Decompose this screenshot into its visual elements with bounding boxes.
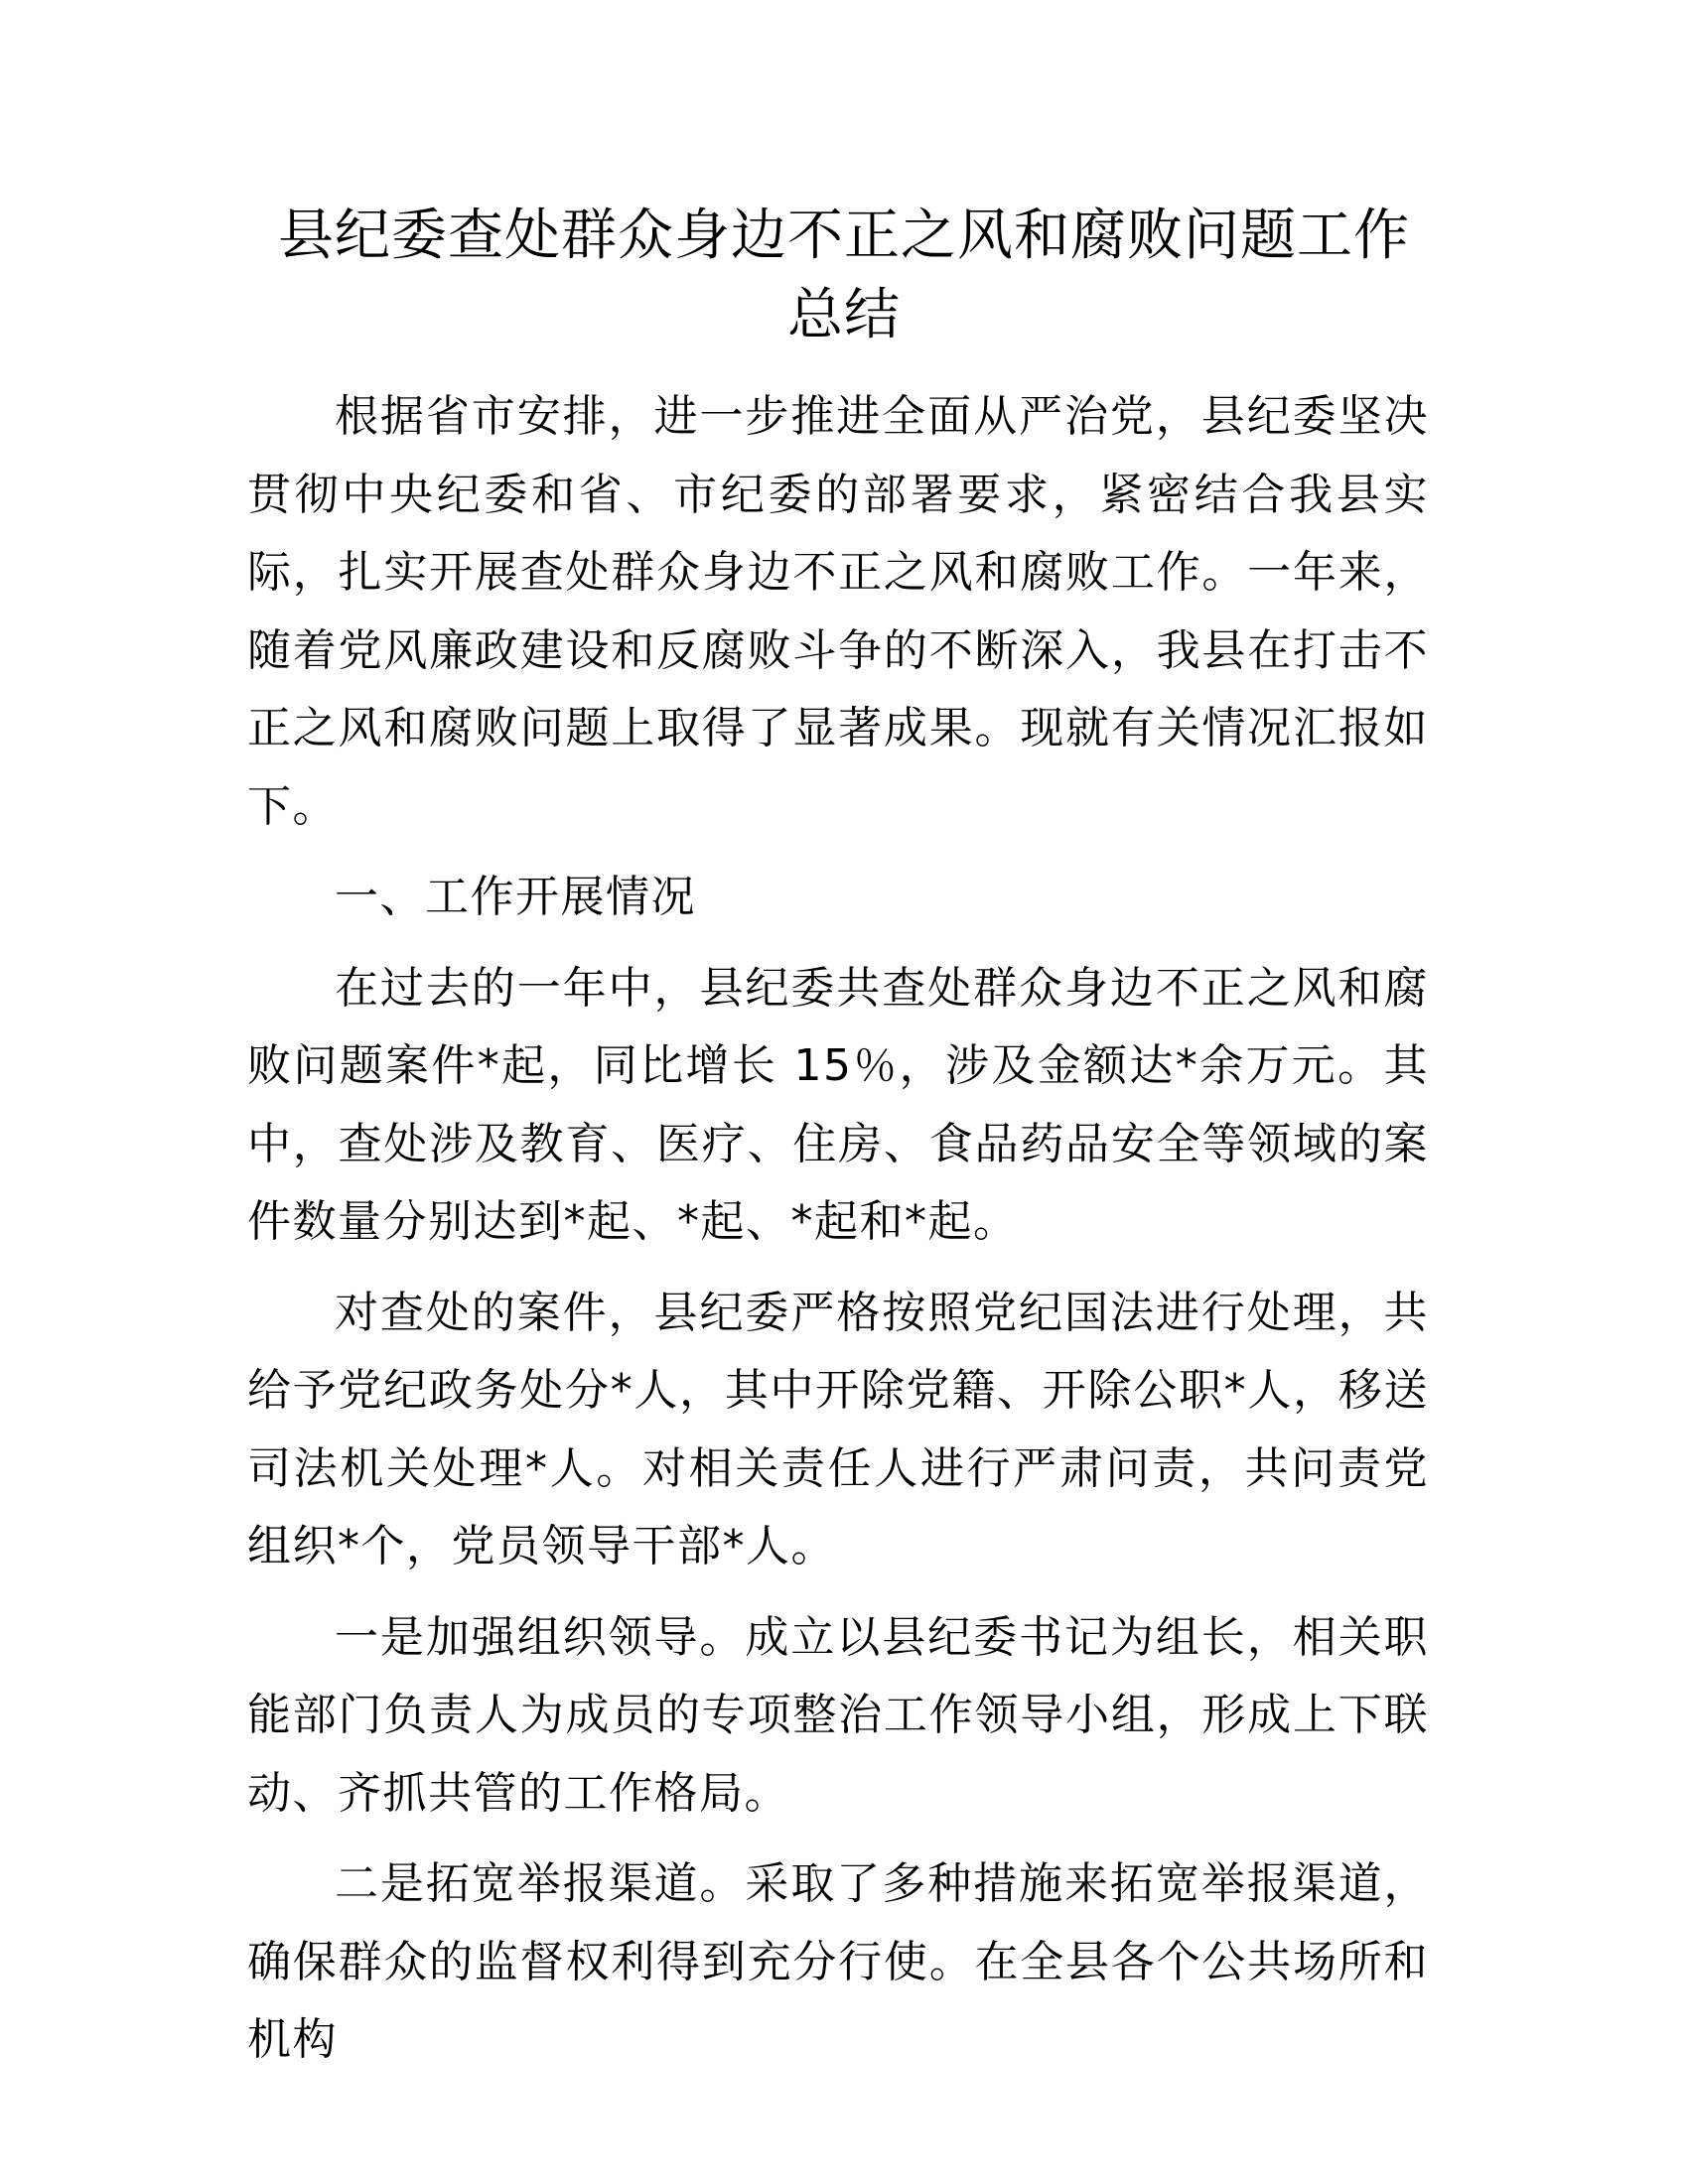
title-line-2: 总结 [787, 283, 901, 347]
leadership-paragraph: 一是加强组织领导。成立以县纪委书记为组长，相关职能部门负责人为成员的专项整治工作领导小组，形成上下联动、齐抓共管的工作格局。 [247, 1611, 1429, 1819]
document-body [247, 378, 1429, 2093]
document-title [238, 197, 1450, 355]
punishment-paragraph: 对查处的案件，县纪委严格按照党纪国法进行处理，共给予党纪政务处分*人，其中开除党籍、开除公职*人，移送司法机关处理*人。对相关责任人进行严肃问责，共问责党组织*个，党员领导干部*人。 [247, 1287, 1429, 1571]
cases-paragraph: 在过去的一年中，县纪委共查处群众身边不正之风和腐败问题案件*起，同比增长 15％，涉及金额达*余万元。其中，查处涉及教育、医疗、住房、食品药品安全等领域的案件数量分别达到*起、*起、*起和*起。 [247, 962, 1429, 1247]
reporting-channels-paragraph: 二是拓宽举报渠道。采取了多种措施来拓宽举报渠道，确保群众的监督权利得到充分行使。在全县各个公共场所和机构 [247, 1858, 1429, 2065]
intro-paragraph: 根据省市安排，进一步推进全面从严治党，县纪委坚决贯彻中央纪委和省、市纪委的部署要求，紧密结合我县实际，扎实开展查处群众身边不正之风和腐败工作。一年来，随着党风廉政建设和反腐败斗争的不断深入，我县在打击不正之风和腐败问题上取得了显著成果。现就有关情况汇报如下。 [247, 391, 1429, 832]
section-heading-work-status: 一、工作开展情况 [335, 872, 696, 922]
title-line-1: 县纪委查处群众身边不正之风和腐败问题工作 [278, 204, 1410, 268]
